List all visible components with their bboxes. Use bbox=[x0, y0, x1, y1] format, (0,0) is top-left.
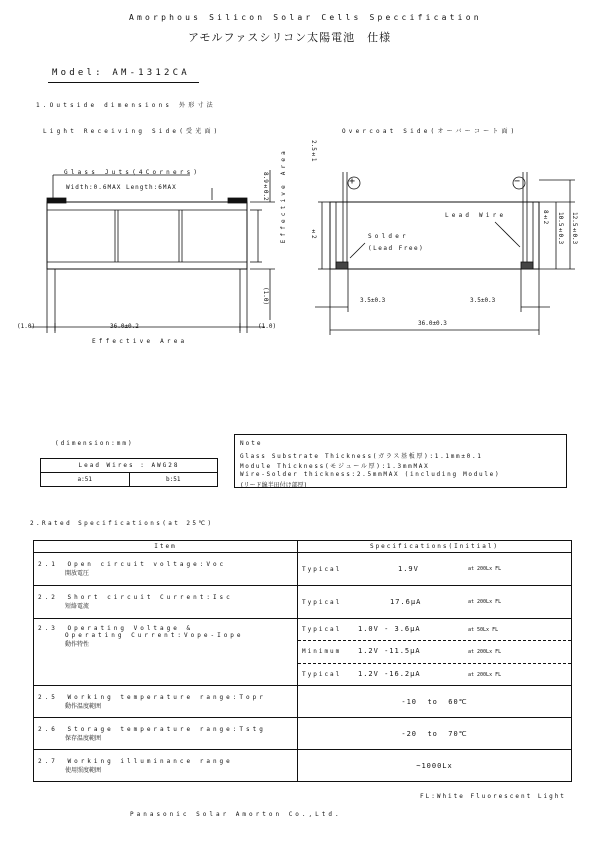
rated-specifications-table bbox=[33, 540, 572, 782]
row-item-en: Operating Voltage & bbox=[67, 625, 194, 632]
section2-heading: 2.Rated Specifications(at 25℃) bbox=[30, 520, 214, 527]
dim-3-5-right: 3.5±0.3 bbox=[470, 297, 496, 304]
row-item-jp: 開放電圧 bbox=[65, 570, 90, 577]
sub-row bbox=[298, 641, 571, 664]
spec-type: Typical bbox=[302, 598, 342, 606]
note-title: Note bbox=[240, 440, 263, 447]
col-item-header: Item bbox=[34, 541, 298, 553]
lead-wire-a: a:51 bbox=[41, 473, 130, 487]
section1-heading: 1.Outside dimensions 外形寸法 bbox=[36, 102, 216, 109]
document-title-jp: アモルファスシリコン太陽電池 仕様 bbox=[188, 31, 392, 44]
plus-terminal-icon: + bbox=[349, 176, 356, 187]
row-item-en: Storage temperature range:Tstg bbox=[67, 725, 266, 733]
spec-condition: at 200Lx FL bbox=[468, 566, 502, 572]
minus-terminal-icon: − bbox=[514, 176, 521, 187]
effective-area-bottom-label: Effective Area bbox=[92, 338, 188, 345]
spec-condition: at 50Lx FL bbox=[468, 627, 499, 633]
glass-juts-label: Glass Juts(4Corners) bbox=[64, 169, 201, 176]
row-item-jp: 動作特性 bbox=[65, 641, 90, 648]
dim-2-5: 2.5±1 bbox=[310, 140, 317, 162]
sub-row bbox=[298, 664, 571, 685]
lead-wires-table bbox=[40, 458, 218, 487]
company-footer: Panasonic Solar Amorton Co.,Ltd. bbox=[130, 811, 342, 818]
lead-free-label: (Lead Free) bbox=[368, 245, 425, 252]
row-number: 2.2 bbox=[38, 594, 58, 601]
overcoat-side-label: Overcoat Side(オーバーコート面) bbox=[342, 128, 518, 135]
document-title: Amorphous Silicon Solar Cells Speccification bbox=[129, 13, 482, 22]
effective-area-vertical-label: Effective Area bbox=[280, 148, 287, 244]
note-line: Glass Substrate Thickness(ガラス基板厚):1.1mm±0.1 bbox=[240, 453, 483, 460]
row-item-en: Working temperature range:Topr bbox=[67, 693, 266, 701]
row-item-jp: 使用照度範囲 bbox=[65, 766, 102, 774]
spec-value: 17.6μA bbox=[390, 598, 422, 606]
spec-condition: at 200Lx FL bbox=[468, 649, 502, 655]
row-item-en-2: Operating Current:Vope-Iope bbox=[65, 632, 244, 639]
row-item-en: Working illuminance range bbox=[67, 757, 233, 765]
spec-value: -10 to 60℃ bbox=[298, 686, 572, 718]
row-number: 2.1 bbox=[38, 561, 58, 568]
row-number: 2.5 bbox=[38, 693, 58, 701]
table-row bbox=[34, 686, 572, 718]
spec-type: Minimum bbox=[302, 648, 342, 655]
spec-condition: at 200Lx FL bbox=[468, 599, 502, 605]
dim-8-9: 8.9±0.2 bbox=[262, 172, 269, 201]
dim-3-5-left: 3.5±0.3 bbox=[360, 297, 386, 304]
row-item-jp: 動作温度範囲 bbox=[65, 702, 102, 710]
spec-condition: at 200Lx FL bbox=[468, 672, 502, 678]
table-row bbox=[34, 750, 572, 782]
dimension-unit: (dimension:mm) bbox=[55, 440, 134, 447]
row-item-en: Short circuit Current:Isc bbox=[67, 594, 233, 601]
row-item-jp: 短絡電流 bbox=[65, 603, 90, 610]
dim-12-5: 12.5±0.3 bbox=[571, 212, 578, 245]
row-item-en: Open circuit voltage:Voc bbox=[67, 561, 227, 568]
dim-36-0-3: 36.0±0.3 bbox=[418, 320, 447, 327]
overcoat-side-drawing bbox=[315, 172, 575, 335]
dim-pm2-right: 8±2 bbox=[542, 210, 549, 225]
dim-1-0-right: (1.0) bbox=[262, 287, 269, 306]
glass-juts-dims-label: Width:0.6MAX Length:6MAX bbox=[66, 184, 177, 191]
table-row bbox=[34, 619, 572, 686]
note-line: Module Thickness(モジュール厚):1.3mmMAX bbox=[240, 463, 430, 470]
table-row bbox=[34, 553, 572, 586]
solder-label: Solder bbox=[368, 233, 409, 240]
model-number: Model: AM-1312CA bbox=[52, 68, 190, 78]
spec-value: 1.9V bbox=[398, 565, 419, 573]
note-line: (リード線半田付け部厚) bbox=[240, 482, 308, 489]
light-side-drawing bbox=[30, 170, 275, 333]
row-number: 2.7 bbox=[38, 757, 58, 765]
note-box bbox=[234, 434, 567, 488]
light-receiving-side-label: Light Receiving Side(受光面) bbox=[43, 128, 221, 135]
spec-value: 1.2V -11.5μA bbox=[358, 647, 421, 655]
spec-type: Typical bbox=[302, 626, 342, 633]
spec-value: 1.0V - 3.6μA bbox=[358, 625, 421, 633]
sub-row bbox=[298, 619, 571, 641]
spec-type: Typical bbox=[302, 565, 342, 573]
dim-10-5: 10.5±0.3 bbox=[557, 212, 564, 245]
table-row bbox=[34, 718, 572, 750]
row-number: 2.3 bbox=[38, 625, 58, 632]
lead-wire-label: Lead Wire bbox=[445, 212, 507, 219]
dim-pm2-left: ±2 bbox=[310, 228, 317, 239]
row-number: 2.6 bbox=[38, 725, 58, 733]
spec-type: Typical bbox=[302, 671, 342, 678]
spec-value: ~1000Lx bbox=[298, 750, 572, 782]
col-spec-header: Specifications(Initial) bbox=[298, 541, 572, 553]
footnote: FL:White Fluorescent Light bbox=[420, 793, 566, 800]
lead-wires-header: Lead Wires : AWG28 bbox=[41, 459, 218, 473]
dim-1-0-left: (1.0) bbox=[17, 323, 36, 330]
lead-wire-b: b:51 bbox=[166, 476, 181, 483]
table-row bbox=[34, 586, 572, 619]
spec-value: -20 to 70℃ bbox=[298, 718, 572, 750]
note-line: Wire-Solder thickness:2.5mmMAX (including Module) bbox=[240, 471, 501, 478]
dim-1-0-bottom-right: (1.0) bbox=[258, 323, 277, 330]
row-item-jp: 保存温度範囲 bbox=[65, 734, 102, 742]
dim-36-0-2: 36.0±0.2 bbox=[110, 323, 139, 330]
spec-value: 1.2V -16.2μA bbox=[358, 670, 421, 678]
